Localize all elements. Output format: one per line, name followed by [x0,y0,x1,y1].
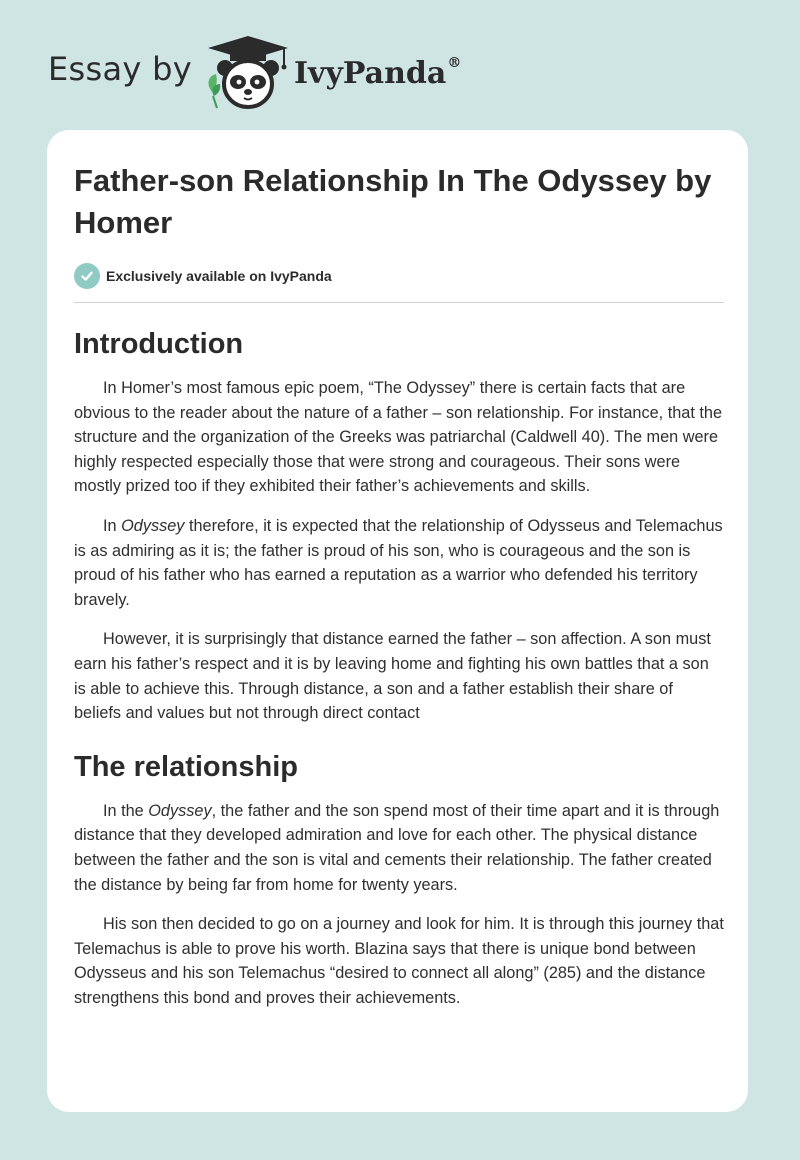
paragraph: However, it is surprisingly that distance earned the father – son affection. A son must earn his father’s respect and it is by leaving home and fighting his own battles that a son is able to achieve this. Through distance, a son and a father establish their share of beliefs and values but not through direct contact [74,630,711,723]
essay-card [47,130,748,1112]
paragraph [74,799,724,897]
paragraph-text: , the father and the son spend most of their time apart and it is through distance that they developed admiration and love for each other. The physical distance between the father and the son is vital and cements their relationship. The father created the distance by being far from home for twenty years. [74,801,720,894]
section-heading-relationship: The relationship [74,750,298,783]
brand-label: IvyPanda [294,56,447,91]
registered-mark: ® [447,55,462,71]
paragraph-text: In [103,516,122,535]
site-header [0,0,800,130]
panda-logo-icon[interactable] [200,34,296,112]
exclusive-badge [74,262,724,290]
check-icon [74,263,100,289]
paragraph: In Homer’s most famous epic poem, “The Odyssey” there is certain facts that are obvious to the reader about the nature of a father – son relationship. For instance, that the structure and the organization of the Greeks was patriarchal (Caldwell 40). The men were highly respected especially those that were strong and courageous. Their sons were mostly prized too if they exhibited their father’s achievements and skills. [74,379,723,496]
paragraph [74,514,724,612]
exclusive-badge-label: Exclusively available on IvyPanda [106,268,332,284]
paragraph-emphasis: Odyssey [121,516,185,535]
essay-by-label: Essay by [48,50,192,88]
paragraph-emphasis: Odyssey [148,801,212,820]
paragraph-text: therefore, it is expected that the relationship of Odysseus and Telemachus is as admiring as it is; the father is proud of his son, who is courageous and the son is proud of his father who has earned a reputation as a warrior who defended his territory bravely. [74,516,723,609]
section-heading-introduction: Introduction [74,328,244,360]
divider [74,302,724,303]
paragraph-text: In the [103,801,149,820]
paragraph: His son then decided to go on a journey and look for him. It is through this journey that Telemachus is able to prove his worth. Blazina says that there is unique bond between Odysseus and his son Telemachus “desired to connect all along” (285) and the distance strengthens this bond and proves their achievements. [74,915,724,1007]
essay-content [74,160,724,1025]
page-title: Father-son Relationship In The Odyssey by Homer [74,163,712,240]
brand-name[interactable] [294,55,461,91]
